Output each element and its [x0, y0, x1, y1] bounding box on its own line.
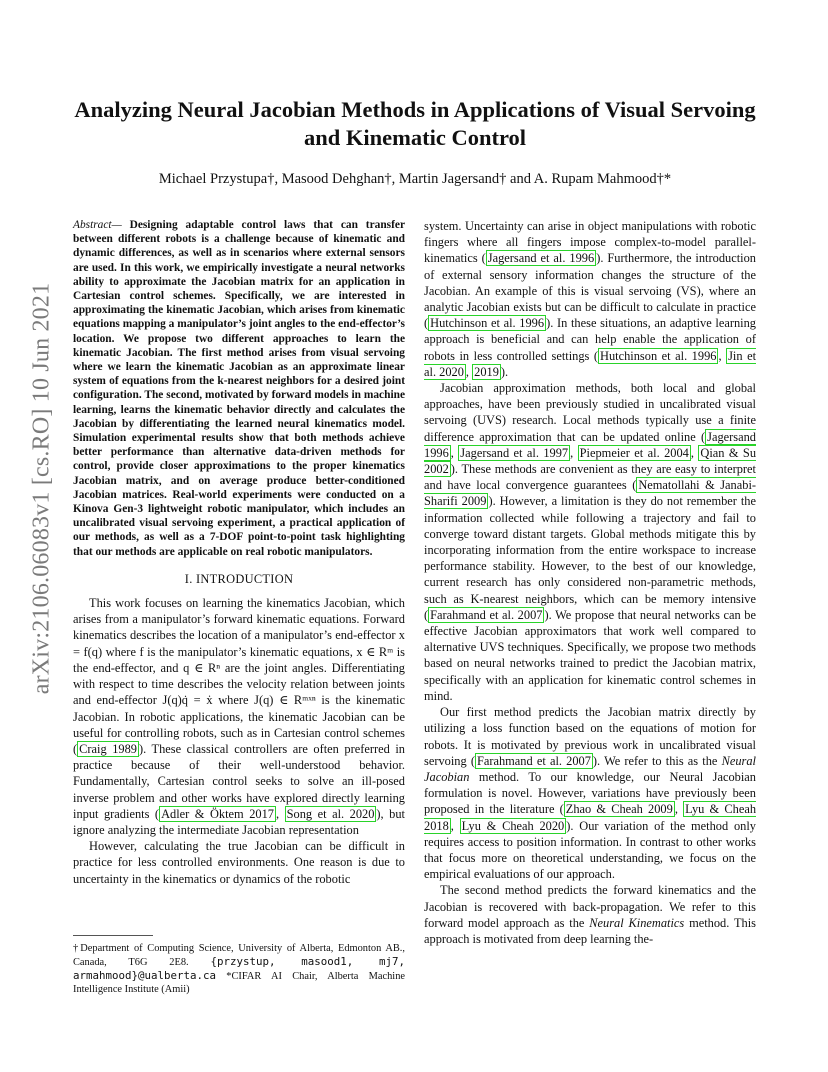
citation-link[interactable]: Hutchinson et al. 1996	[430, 316, 545, 331]
citation-link[interactable]: Jagersand et al. 1997	[460, 445, 569, 460]
method-name: Neural Jacobian	[424, 753, 756, 784]
citation-link[interactable]: Song et al. 2020	[286, 806, 375, 821]
arxiv-sidebar	[22, 282, 62, 694]
left-column	[73, 218, 405, 887]
citation-link[interactable]: Qian & Su 2002	[424, 445, 757, 477]
paragraph: system. Uncertainty can arise in object manipulations with robotic fingers where all fingers impose complex-to-model parallel-kinematics ( Jagersand et al. 1996 ). Furthermore, the introduction of external sensory information changes the structure of the Jacobian. An example of this is visual servoing (VS), where an analytic Jacobian exists but can be difficult to calculate in practice ( Hutchinson et al. 1996 ). In these situations, an adaptive learning approach is beneficial and can help enable the application of robots in less controlled settings ( Hutchinson et al. 1996 , Jin et al. 2020 , 2019 ).	[424, 219, 757, 379]
right-column	[424, 218, 756, 947]
citation-link[interactable]: Jagersand et al. 1996	[487, 251, 595, 266]
citation-link[interactable]: Lyu & Cheah 2018	[424, 802, 757, 833]
paragraph: Jacobian approximation methods, both local and global approaches, have been previously studied in uncalibrated visual servoing (UVS) research. Local methods typically use a finite difference approximation that can be updated online ( Jagersand 1996 , Jagersand et al. 1997 , Piepmeier et al. 2004 , Qian & Su 2002 ). These methods are convenient as they are easy to interpret and have local convergence guarantees ( Nematollahi & Janabi-Sharifi 2009 ). However, a limitation is they do not remember the information collected while following a trajectory and fail to converge toward distant targets. Global methods mitigate this by incorporating information from the entire workspace to increase performance stability. However, to the best of our knowledge, current research has only considered non-parametric methods, such as K-nearest neighbors, which can be memory intensive ( Farahmand et al. 2007 ). We propose that neural networks can be effective Jacobian approximators that work well compared to alternative UVS techniques. Specifically, we propose two methods based on neural networks trained to predict the Jacobian matrix, specifically with an application for kinematic control schemes in mind.	[424, 381, 757, 703]
citation-link[interactable]: Zhao & Cheah 2009	[565, 802, 673, 817]
citation-link[interactable]: Lyu & Cheah 2020	[461, 818, 565, 833]
citation-link[interactable]: Nematollahi & Janabi-Sharifi 2009	[424, 478, 757, 509]
abstract-text: Designing adaptable control laws that can transfer between different robots is a challenge because of kinematic and dynamic differences, as well as in scenarios where external sensors are used. In this work, we empirically investigate a neural networks ability to approximate the Jacobian matrix for an application in Cartesian control schemes. Specifically, we are interested in approximating the kinematic Jacobian, which arises from kinematic equations mapping a manipulator’s joint angles to the end-effector’s location. We propose two different approaches to learn the kinematic Jacobian. The first method arises from visual servoing where we learn the kinematic Jacobian as an approximate linear system of equations from the k-nearest neighbors for a desired joint configuration. The second, motivated by forward models in machine learning, learns the kinematic behavior directly and calculates the Jacobian by differentiating the learned neural kinematics model. Simulation experimental results show that both methods achieve better performance than alternative data-driven methods for control, provide closer approximations to the proper kinematics Jacobian matrix, and on average produce better-conditioned Jacobian matrices. Real-world experiments were conducted on a Kinova Gen-3 lightweight robotic manipulator, which includes an uncalibrated visual servoing experiment, a practical application of our methods, as well as a 7-DOF point-to-point task highlighting that our methods are applicable on real robotic manipulators.	[73, 219, 405, 558]
citation-link[interactable]: Farahmand et al. 2007	[476, 753, 591, 768]
citation-link[interactable]: Craig 1989	[79, 741, 137, 756]
section-heading-introduction: I. INTRODUCTION	[184, 571, 294, 586]
citation-link[interactable]: Adler & Öktem 2017	[161, 806, 274, 821]
author-emails: {przystup, masood1, mj7, armahmood}@ualberta.ca	[73, 955, 405, 982]
citation-link[interactable]: Piepmeier et al. 2004	[579, 445, 689, 460]
author-list: Michael Przystupa†, Masood Dehghan†, Martin Jagersand† and A. Rupam Mahmood†*	[158, 171, 672, 187]
paragraph: This work focuses on learning the kinematics Jacobian, which arises from a manipulator’s forward kinematic equations. Forward kinematics describes the location of a manipulator’s end-effector x = f(q) where f is the manipulator’s kinematic equations, x ∈ Rᵐ is the end-effector, and q ∈ Rⁿ are the joint angles. Differentiating with respect to time describes the velocity relation between joints and end-effector J(q)q̇ = ẋ where J(q) ∈ Rᵐˣⁿ is the kinematic Jacobian. In robotic applications, the kinematic Jacobian can be useful for controlling robots, such as in Cartesian control schemes ( Craig 1989 ). These classical controllers are often preferred in practice because of their well-understood behavior. Fundamentally, Cartesian control seeks to solve an ill-posed inverse problem and other works have explored directly learning input gradients ( Adler & Öktem 2017 , Song et al. 2020 ), but ignore analyzing the intermediate Jacobian representation	[73, 596, 405, 837]
citation-link[interactable]: Jin et al. 2020	[424, 348, 757, 379]
method-name: Neural Kinematics	[589, 915, 685, 930]
arxiv-identifier: arXiv:2106.06083v1 [cs.RO] 10 Jun 2021	[28, 282, 55, 694]
citation-link[interactable]: Hutchinson et al. 1996	[600, 348, 717, 363]
abstract-lead: Abstract—	[73, 219, 122, 231]
paragraph: However, calculating the true Jacobian can be difficult in practice for less controlled environments. One reason is due to uncertainty in the kinematics or dynamics of the robotic	[73, 839, 405, 886]
abstract	[73, 218, 405, 559]
citation-link[interactable]: Jagersand 1996	[424, 429, 756, 460]
citation-link[interactable]: 2019	[474, 364, 499, 379]
footnote-rule	[73, 935, 153, 936]
paragraph: Our first method predicts the Jacobian matrix directly by utilizing a loss function based on the equations of motion for robots. It is motivated by previous work in uncalibrated visual servoing ( Farahmand et al. 2007 ). We refer to this as the Neural Jacobian method. To our knowledge, our Neural Jacobian formulation is novel. However, variations have previously been proposed in the literature ( Zhao & Cheah 2009 , Lyu & Cheah 2018 , Lyu & Cheah 2020 ). Our variation of the method only requires access to position information. In contrast to other works that focus more on theoretical understanding, we focus on the empirical evaluations of our approach.	[424, 705, 757, 882]
paragraph: The second method predicts the forward kinematics and the Jacobian is recovered with back-propagation. We refer to this forward model approach as the Neural Kinematics method. This approach is motivated from deep learning the-	[424, 883, 756, 946]
citation-link[interactable]: Farahmand et al. 2007	[430, 607, 543, 622]
paper-title: Analyzing Neural Jacobian Methods in Applications of Visual Servoing and Kinematic Control	[74, 97, 756, 150]
footnote: †Department of Computing Science, University of Alberta, Edmonton AB., Canada, T6G 2E8. {przystup, masood1, mj7, armahmood}@ualberta.ca *CIFAR AI Chair, Alberta Machine Intelligence Institute (Amii)	[73, 943, 405, 995]
